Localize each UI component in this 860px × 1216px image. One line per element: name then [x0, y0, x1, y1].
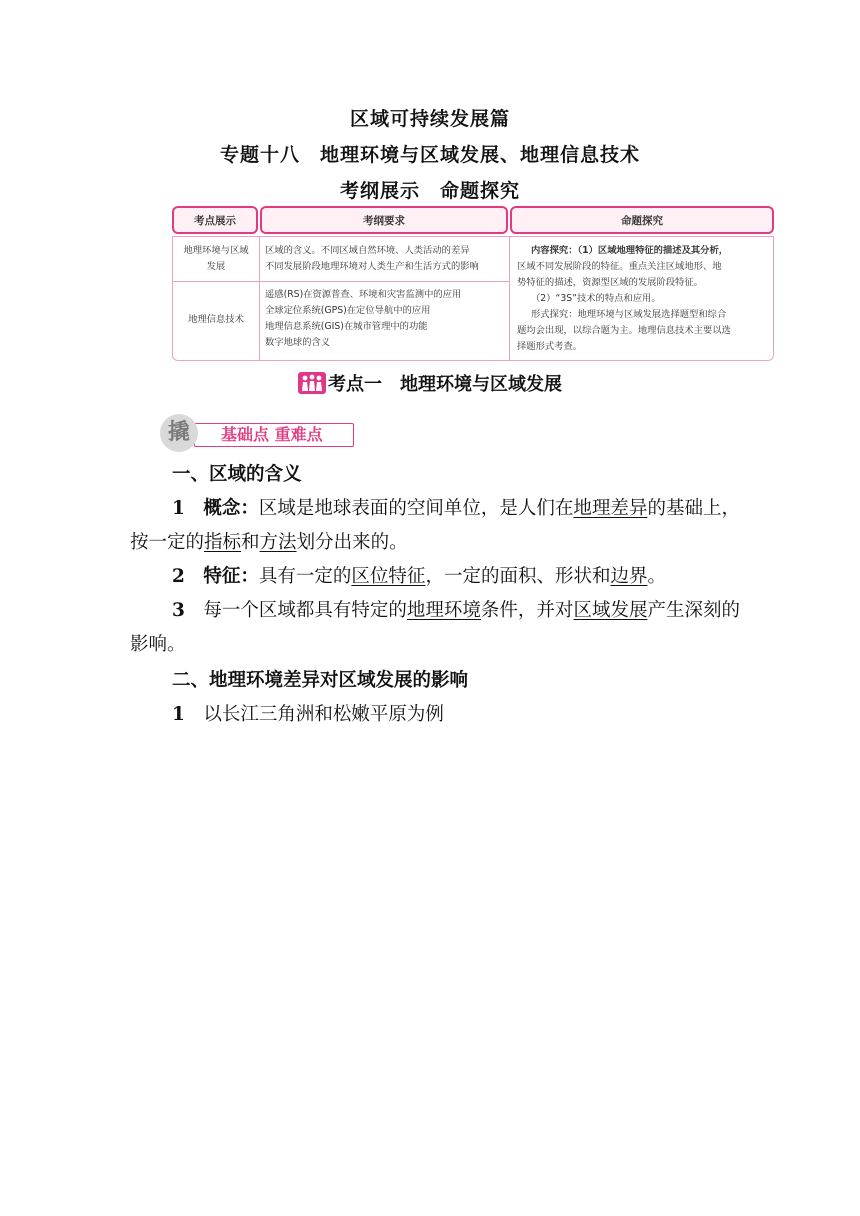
req-line: 遥感(RS)在资源普查、环境和灾害监测中的应用: [265, 289, 462, 300]
explore-line: 择题形式考查。: [517, 341, 583, 352]
people-icon: [298, 372, 326, 394]
explore-line: 区域不同发展阶段的特征。重点关注区域地形、地: [517, 261, 722, 272]
divider: [173, 281, 509, 282]
divider: [259, 237, 260, 360]
concept-paragraph: 1 概念：区域是地球表面的空间单位，是人们在地理差异的基础上，按一定的指标和方法划分出来的。: [130, 498, 740, 553]
kaodian-title: 考点一 地理环境与区域发展: [328, 374, 562, 395]
badge-label: 基础点 重难点: [194, 423, 354, 447]
req-line: 不同发展阶段地理环境对人类生产和生活方式的影响: [265, 261, 479, 272]
header-kaodian: 考点展示: [172, 206, 258, 234]
section-title: 区域可持续发展篇: [349, 108, 510, 130]
req-line: 数字地球的含义: [265, 337, 331, 348]
subtitle: 考纲展示 命题探究: [339, 180, 520, 202]
syllabus-table: [172, 206, 774, 361]
req-line: 区域的含义。不同区域自然环境、人类活动的差异: [265, 245, 470, 256]
impact-paragraph: 3 每一个区域都具有特定的地理环境条件，并对区域发展产生深刻的影响。: [130, 600, 740, 655]
divider: [509, 237, 510, 360]
kaodian-heading: [0, 370, 860, 396]
topic-title: 专题十八 地理环境与区域发展、地理信息技术: [219, 144, 640, 166]
explore-line: （2）“3S”技术的特点和应用。: [531, 293, 661, 304]
example-paragraph: 1 以长江三角洲和松嫩平原为例: [172, 704, 444, 725]
req-line: 地理信息系统(GIS)在城市管理中的功能: [265, 321, 428, 332]
row2-topic: 地理信息技术: [188, 314, 244, 325]
explore-cell: [517, 243, 771, 355]
section2-heading: 二、地理环境差异对区域发展的影响: [172, 670, 469, 691]
explore-line: 内容探究：（1）区域地理特征的描述及其分析，: [531, 245, 729, 256]
section1-heading: 一、区域的含义: [172, 464, 302, 485]
basic-badge: [160, 414, 356, 452]
header-tanjiu: 命题探究: [510, 206, 774, 234]
req-line: 全球定位系统(GPS)在定位导航中的应用: [265, 305, 431, 316]
explore-line: 势特征的描述，资源型区域的发展阶段特征。: [517, 277, 703, 288]
table-body: [172, 236, 774, 361]
row1-topic: 地理环境与区域发展: [183, 245, 249, 272]
badge-glyph: 撬: [160, 414, 198, 452]
row2-req: [265, 287, 507, 351]
explore-line: 形式探究：地理环境与区域发展选择题型和综合: [531, 309, 727, 320]
explore-line: 题均会出现，以综合题为主。地理信息技术主要以选: [517, 325, 731, 336]
header-yaoqiu: 考纲要求: [260, 206, 508, 234]
row1-req: [265, 243, 507, 275]
feature-paragraph: 2 特征：具有一定的区位特征，一定的面积、形状和边界。: [172, 566, 666, 587]
